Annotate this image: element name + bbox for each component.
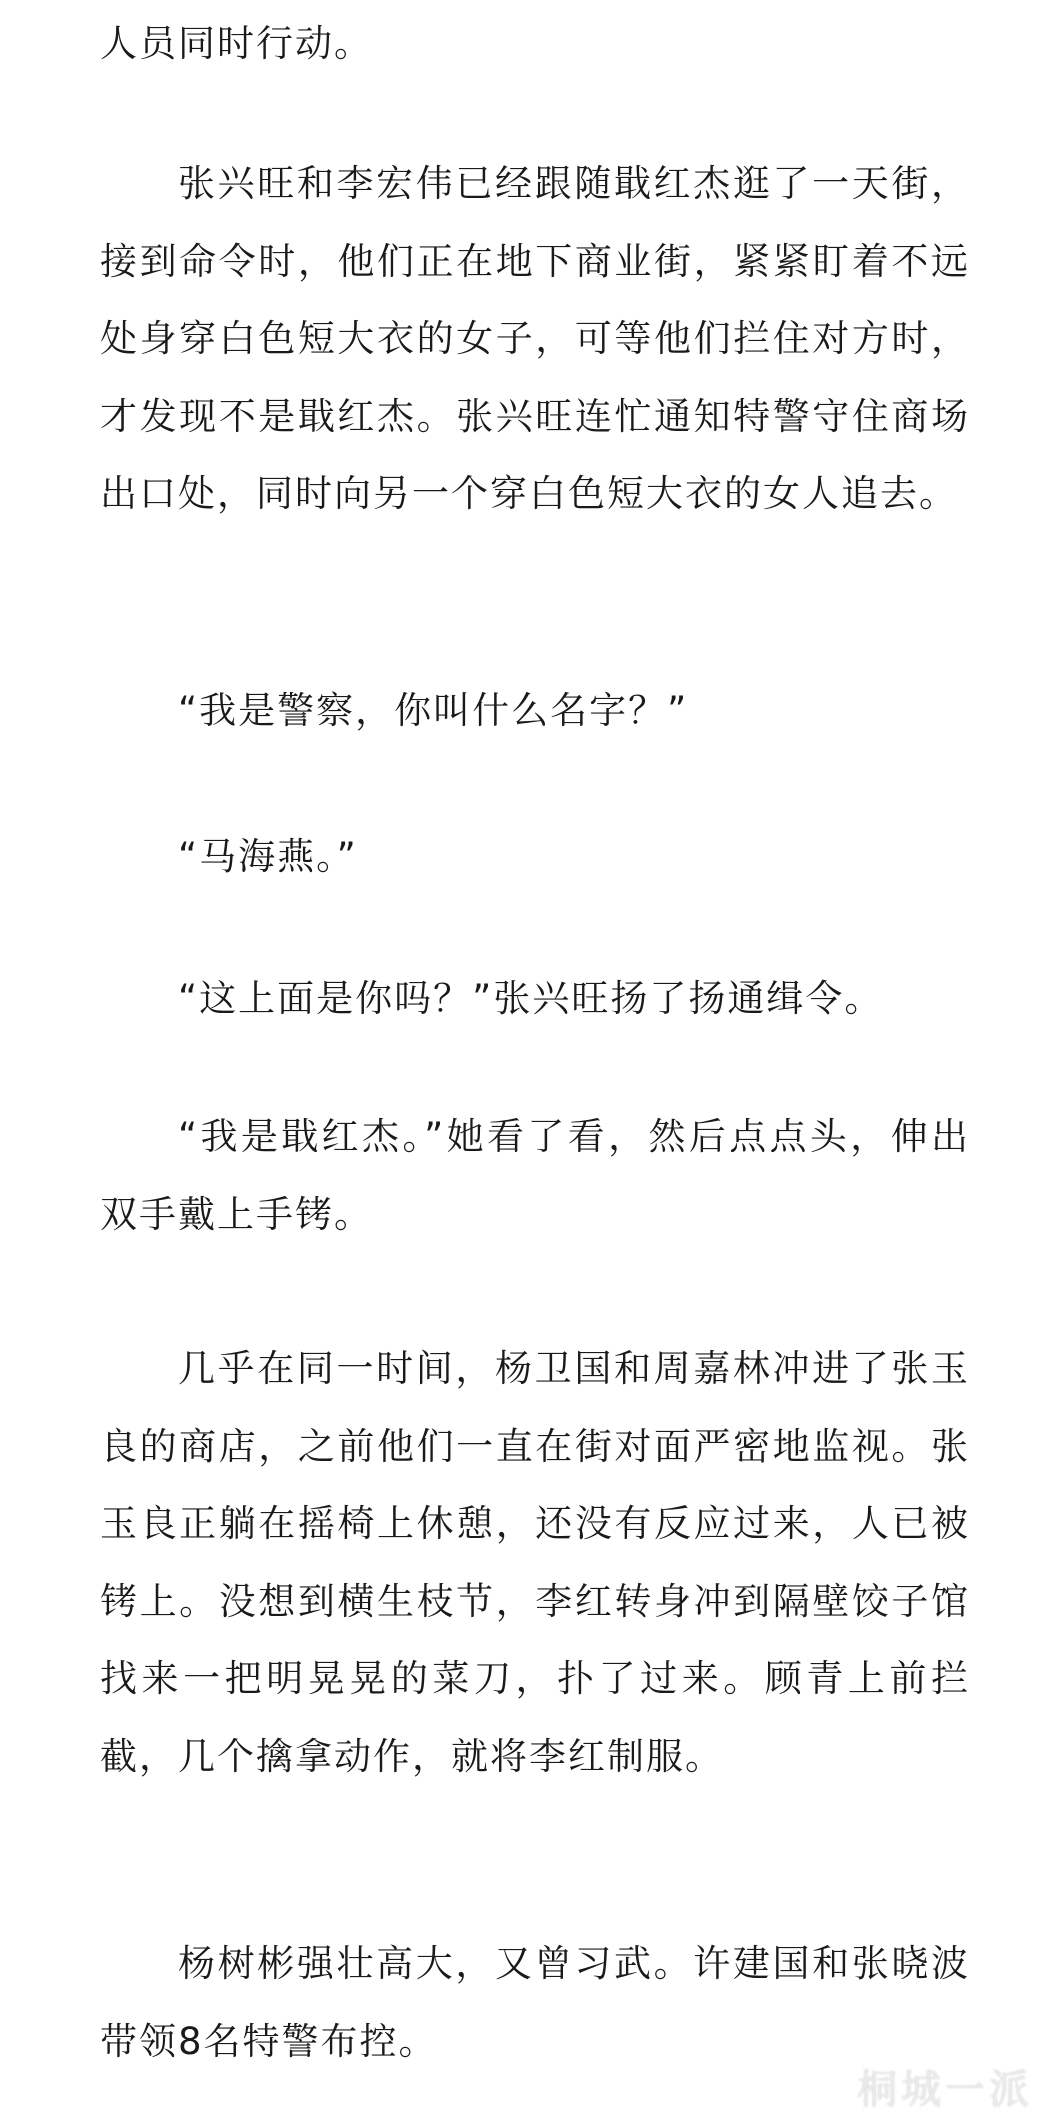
paragraph: 杨树彬强壮高大，又曾习武。许建国和张晓波带领8名特警布控。 (100, 1942, 970, 2063)
watermark-text: 桐城一派 (857, 2067, 1033, 2113)
dialogue-paragraph: “我是警察，你叫什么名字？” (178, 689, 689, 732)
dialogue-paragraph: “马海燕。” (178, 835, 358, 878)
paragraph: 人员同时行动。 (100, 22, 373, 65)
dialogue-paragraph: “我是戢红杰。”她看了看，然后点点头，伸出双手戴上手铐。 (100, 1115, 970, 1236)
dialogue-paragraph: “这上面是你吗？”张兴旺扬了扬通缉令。 (178, 977, 884, 1020)
paragraph: 几乎在同一时间，杨卫国和周嘉林冲进了张玉良的商店，之前他们一直在街对面严密地监视。张玉良正躺在摇椅上休憩，还没有反应过来，人已被铐上。没想到横生枝节，李红转身冲到隔壁饺子馆找来一把明晃晃的菜刀，扑了过来。顾青上前拦截，几个擒拿动作，就将李红制服。 (100, 1347, 970, 1778)
paragraph: 张兴旺和李宏伟已经跟随戢红杰逛了一天街，接到命令时，他们正在地下商业街，紧紧盯着不远处身穿白色短大衣的女子，可等他们拦住对方时，才发现不是戢红杰。张兴旺连忙通知特警守住商场出口处，同时向另一个穿白色短大衣的女人追去。 (100, 162, 970, 515)
